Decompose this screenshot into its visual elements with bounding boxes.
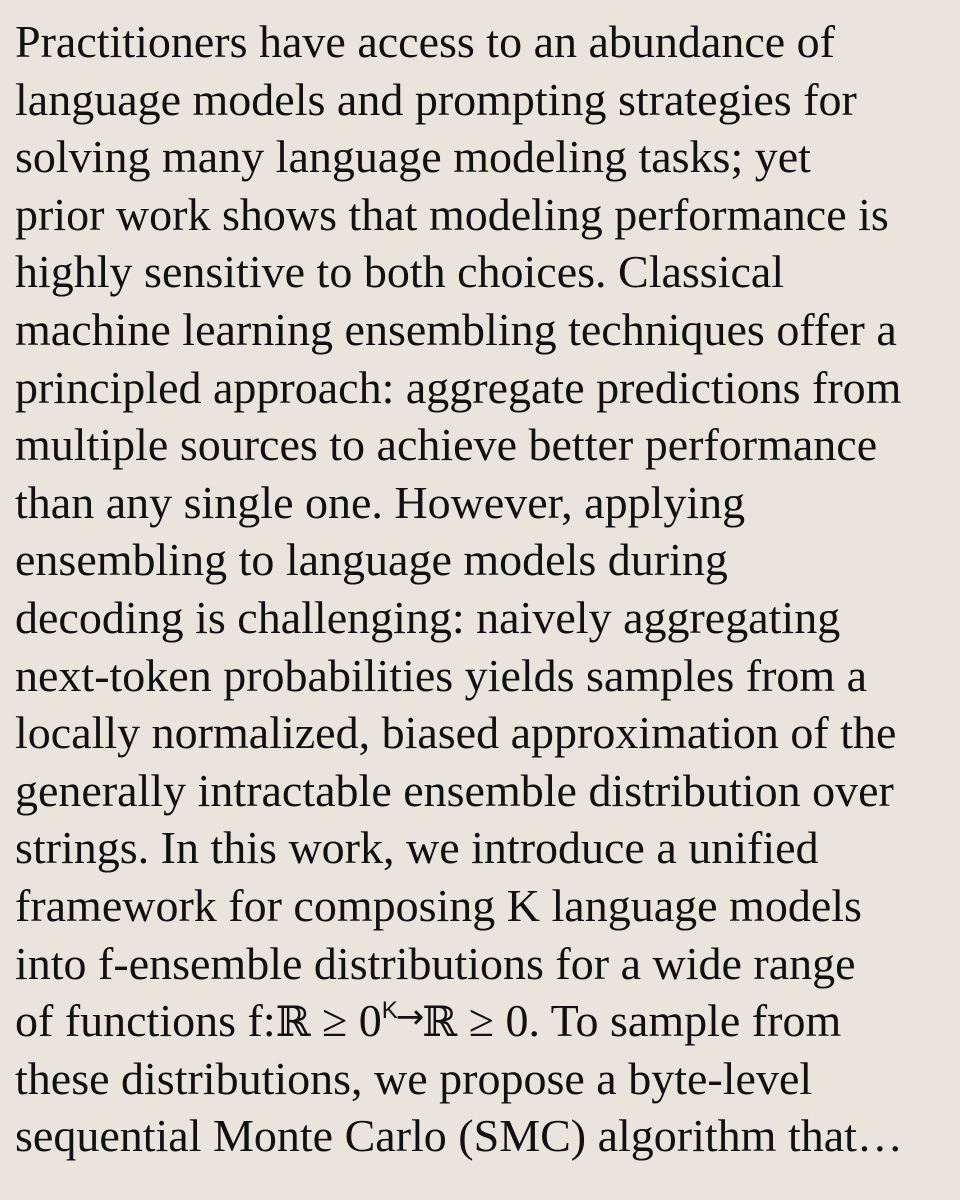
- abstract-line-18-formula: [15, 992, 950, 1050]
- abstract-line-2: language models and prompting strategies for: [15, 73, 857, 125]
- abstract-line-19: these distributions, we propose a byte-level: [15, 1052, 813, 1104]
- real-numbers-symbol: ℝ: [275, 997, 311, 1047]
- abstract-line-20: sequential Monte Carlo (SMC) algorithm that…: [15, 1110, 903, 1162]
- abstract-line-9: than any single one. However, applying: [15, 476, 746, 528]
- abstract-line-1: Practitioners have access to an abundance of: [15, 16, 835, 67]
- abstract-line-12: next-token probabilities yields samples from a: [15, 649, 868, 701]
- abstract-line-14: generally intractable ensemble distribution over: [15, 764, 894, 816]
- abstract-line-8: multiple sources to achieve better performance: [15, 419, 878, 471]
- real-numbers-symbol: ℝ: [422, 997, 458, 1047]
- nonnegative-relation: ≥ 0: [310, 995, 382, 1047]
- nonnegative-relation: ≥ 0: [457, 995, 529, 1047]
- abstract-line-10: ensembling to language models during: [15, 534, 728, 586]
- abstract-line-16: framework for composing K language models: [15, 879, 862, 931]
- abstract-line-17: into f-ensemble distributions for a wide range: [15, 937, 856, 989]
- power-k-superscript: K: [381, 997, 398, 1025]
- abstract-line-11: decoding is challenging: naively aggregating: [15, 591, 841, 643]
- formula-prefix: of functions f:: [15, 995, 276, 1047]
- abstract-text: [15, 13, 950, 1165]
- abstract-line-15: strings. In this work, we introduce a unified: [15, 822, 819, 874]
- abstract-line-6: machine learning ensembling techniques offer a: [15, 303, 897, 355]
- abstract-line-7: principled approach: aggregate predictions from: [15, 361, 902, 413]
- abstract-line-4: prior work shows that modeling performance is: [15, 188, 889, 240]
- abstract-line-3: solving many language modeling tasks; yet: [15, 131, 811, 183]
- abstract-line-13: locally normalized, biased approximation of the: [15, 707, 897, 759]
- formula-suffix: . To sample from: [528, 995, 842, 1047]
- abstract-line-5: highly sensitive to both choices. Classical: [15, 246, 785, 298]
- right-arrow-icon: →: [395, 997, 425, 1038]
